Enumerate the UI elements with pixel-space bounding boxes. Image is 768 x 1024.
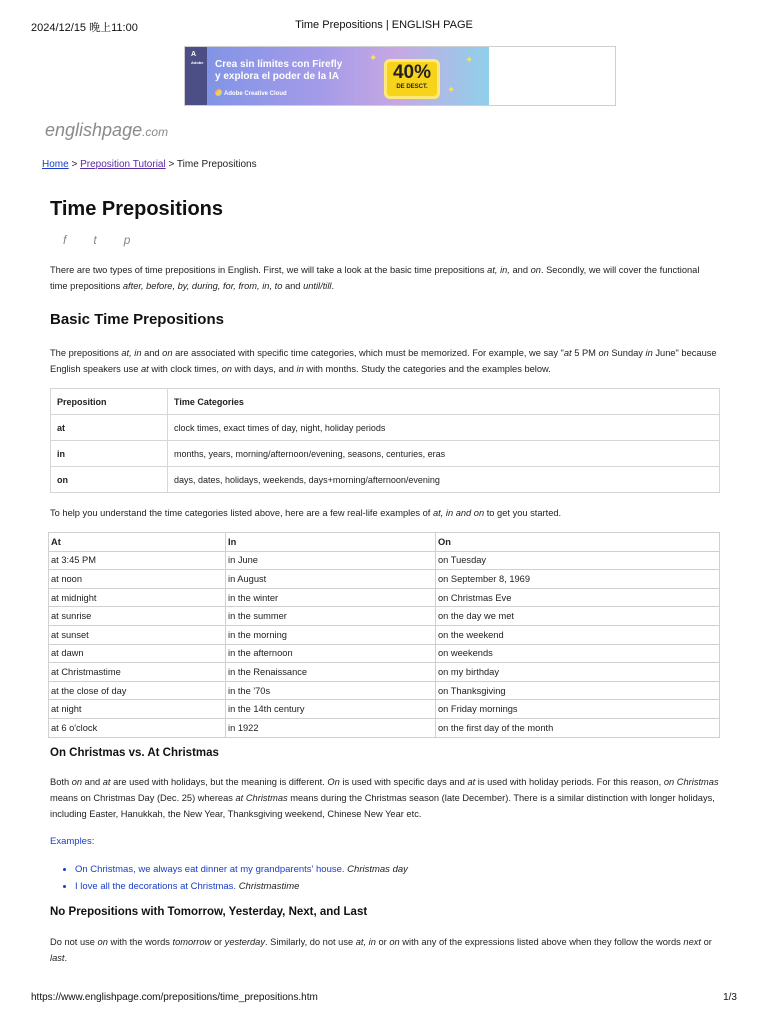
christmas-text: and [82, 777, 103, 787]
basic-emphasis: on [162, 348, 173, 358]
no-prepositions-heading: No Prepositions with Tomorrow, Yesterday, Next, and Last [50, 906, 368, 918]
christmas-emphasis: On [327, 777, 340, 787]
table-cell: in 1922 [226, 718, 436, 737]
table-cell: at Christmastime [49, 663, 226, 682]
breadcrumb-current: Time Prepositions [176, 159, 257, 170]
table-cell: at noon [49, 570, 226, 589]
christmas-heading: On Christmas vs. At Christmas [50, 747, 219, 759]
table-cell: at dawn [49, 644, 226, 663]
table-header-row [51, 389, 720, 415]
table-row [49, 570, 720, 589]
table-cell: on Tuesday [436, 551, 720, 570]
table-cell: on the first day of the month [436, 718, 720, 737]
table-row [49, 588, 720, 607]
christmas-emphasis: on Christmas [663, 777, 719, 787]
no-prep-text: or [701, 937, 712, 947]
example-sentence: I love all the decorations at Christmas. [75, 881, 237, 892]
basic-emphasis: at [563, 348, 572, 358]
print-header [31, 19, 737, 33]
breadcrumb-separator: > [68, 159, 81, 170]
no-prep-text: with the words [107, 937, 173, 947]
basic-text: are associated with specific time categories, which must be memorized. For example, we say " [172, 348, 564, 358]
basic-text: June" because English speakers use [50, 348, 717, 374]
table-cell: on Thanksgiving [436, 681, 720, 700]
no-prep-emphasis: last [50, 953, 65, 963]
creative-cloud-icon [215, 89, 222, 96]
christmas-emphasis: at [102, 777, 111, 787]
help-text: to get you started. [484, 508, 562, 518]
basic-emphasis: in [645, 348, 653, 358]
no-prep-emphasis: next [683, 937, 701, 947]
table-cell: at night [49, 700, 226, 719]
twitter-share-icon[interactable]: t [93, 233, 97, 247]
no-prep-text: or [375, 937, 390, 947]
table-cell: on the weekend [436, 625, 720, 644]
table-cell: in August [226, 570, 436, 589]
example-sentence: On Christmas, we always eat dinner at my grandparents' house. [75, 864, 345, 875]
table-header-cell: Preposition [51, 389, 168, 415]
print-document-title: Time Prepositions | ENGLISH PAGE [295, 19, 473, 31]
basic-emphasis: on [221, 364, 232, 374]
table-row [49, 607, 720, 626]
no-prep-emphasis: tomorrow [172, 937, 212, 947]
no-prep-emphasis: on [97, 937, 108, 947]
table-cell: in the morning [226, 625, 436, 644]
table-cell: days, dates, holidays, weekends, days+morning/afternoon/evening [168, 467, 720, 493]
table-cell: in the summer [226, 607, 436, 626]
table-row [49, 681, 720, 700]
table-row [51, 467, 720, 493]
ad-logo-sub: Adobe [191, 60, 204, 65]
table-cell: in the winter [226, 588, 436, 607]
no-prep-emphasis: on [389, 937, 400, 947]
basic-text: with months. Study the categories and the examples below. [303, 364, 551, 374]
ad-headline-line-2: y explora el poder de la IA [215, 71, 339, 82]
table-cell: at 6 o'clock [49, 718, 226, 737]
ad-sidebar [185, 47, 207, 105]
example-note: Christmas day [347, 864, 408, 875]
sparkle-icon: ✦ [465, 55, 474, 66]
basic-emphasis: at [140, 364, 149, 374]
table-row [49, 625, 720, 644]
table-cell: in the '70s [226, 681, 436, 700]
intro-text: and [282, 281, 304, 291]
table-cell: in the afternoon [226, 644, 436, 663]
print-page-number: 1/3 [723, 992, 737, 1003]
table-row [49, 663, 720, 682]
intro-text: . Secondly, we will cover the functional time prepositions [50, 265, 700, 291]
basic-emphasis: in [296, 364, 304, 374]
table-row [49, 644, 720, 663]
table-row [51, 415, 720, 441]
no-prepositions-paragraph [50, 934, 719, 966]
table-cell: in June [226, 551, 436, 570]
breadcrumb-separator: > [165, 159, 177, 170]
ad-brand [215, 89, 287, 97]
example-note: Christmastime [238, 881, 300, 892]
intro-emphasis: until/till [303, 281, 332, 291]
print-url: https://www.englishpage.com/prepositions/time_prepositions.htm [31, 992, 318, 1003]
intro-emphasis: on [530, 265, 541, 275]
table-cell: at the close of day [49, 681, 226, 700]
christmas-emphasis: on [71, 777, 83, 787]
table-cell: in the Renaissance [226, 663, 436, 682]
table-header-cell: Time Categories [168, 389, 720, 415]
basic-text: 5 PM [571, 348, 599, 358]
ad-discount-value: 40% [392, 62, 432, 83]
table-cell: clock times, exact times of day, night, holiday periods [168, 415, 720, 441]
table-header-row [49, 533, 720, 552]
no-prep-text: Do not use [50, 937, 98, 947]
facebook-share-icon[interactable]: f [63, 233, 67, 247]
no-prep-text: or [211, 937, 225, 947]
table-header-cell: In [226, 533, 436, 552]
intro-paragraph [50, 262, 719, 294]
breadcrumb [42, 159, 257, 170]
share-buttons [63, 233, 157, 247]
ad-headline-line-1: Crea sin límites con Firefly [215, 59, 343, 70]
examples-table [48, 532, 720, 738]
table-cell: on Friday mornings [436, 700, 720, 719]
print-footer [31, 992, 737, 1006]
christmas-text: means during the Christmas season (late December). There is a similar distinction with longer holidays, including Easter, Hanukkah, the New Year, Thanksgiving weekend, Chinese New Year etc. [50, 793, 715, 819]
no-prep-text: with any of the expressions listed above when they follow the words [399, 937, 684, 947]
intro-emphasis: after, before, by, during, for, from, in, to [122, 281, 283, 291]
intro-text: . [331, 281, 335, 291]
ad-brand-label: Adobe Creative Cloud [224, 91, 287, 97]
christmas-text: is used with specific days and [339, 777, 468, 787]
pinterest-share-icon[interactable]: p [123, 233, 131, 247]
basic-text: Sunday [608, 348, 646, 358]
christmas-text: means on Christmas Day (Dec. 25) whereas [50, 793, 236, 803]
basic-text: with days, and [231, 364, 297, 374]
no-prep-emphasis: yesterday [224, 937, 265, 947]
examples-label: Examples: [50, 836, 95, 847]
no-prep-text: . Similarly, do not use [264, 937, 356, 947]
site-logo[interactable] [45, 120, 168, 141]
sparkle-icon: ✦ [369, 53, 378, 64]
no-prep-emphasis: at, in [355, 937, 376, 947]
list-item [75, 878, 408, 895]
basic-text: with clock times, [148, 364, 222, 374]
ad-logo-mark: A [191, 51, 197, 58]
breadcrumb-home-link[interactable]: Home [42, 159, 69, 170]
table-cell: in [51, 441, 168, 467]
table-cell: at midnight [49, 588, 226, 607]
time-categories-table [50, 388, 720, 493]
table-cell: months, years, morning/afternoon/evening, seasons, centuries, eras [168, 441, 720, 467]
table-cell: at sunrise [49, 607, 226, 626]
basic-emphasis: on [598, 348, 609, 358]
basic-emphasis: at, in [121, 348, 142, 358]
table-cell: at 3:45 PM [49, 551, 226, 570]
site-logo-name: englishpage [45, 120, 143, 140]
intro-text: and [509, 265, 531, 275]
help-emphasis: at, in and on [432, 508, 485, 518]
christmas-emphasis: at Christmas [235, 793, 288, 803]
adobe-logo-icon [191, 51, 203, 67]
table-row [49, 551, 720, 570]
ad-artwork[interactable] [185, 47, 489, 105]
christmas-paragraph [50, 774, 719, 822]
sparkle-icon: ✦ [447, 85, 456, 96]
print-datetime: 2024/12/15 晚上11:00 [31, 22, 138, 34]
basic-prepositions-paragraph [50, 345, 719, 377]
table-header-cell: On [436, 533, 720, 552]
intro-text: There are two types of time prepositions in English. First, we will take a look at the basic time prepositions [50, 265, 488, 275]
table-header-cell: At [49, 533, 226, 552]
table-row [49, 700, 720, 719]
ad-discount-badge [384, 59, 440, 99]
help-text: To help you understand the time categories listed above, here are a few real-life examples of [50, 508, 433, 518]
table-cell: at [51, 415, 168, 441]
basic-text: and [141, 348, 163, 358]
table-cell: on my birthday [436, 663, 720, 682]
ad-discount-label: DE DESCT. [396, 84, 428, 90]
christmas-text: is used with holiday periods. For this reason, [475, 777, 664, 787]
intro-emphasis: at, in, [487, 265, 510, 275]
help-paragraph [50, 505, 719, 521]
christmas-emphasis: at [467, 777, 476, 787]
christmas-text: are used with holidays, but the meaning is different. [110, 777, 328, 787]
table-cell: on Christmas Eve [436, 588, 720, 607]
examples-list [61, 861, 408, 895]
christmas-text: Both [50, 777, 72, 787]
page-title: Time Prepositions [50, 198, 224, 220]
table-cell: on September 8, 1969 [436, 570, 720, 589]
no-prep-text: . [64, 953, 68, 963]
breadcrumb-tutorial-link[interactable]: Preposition Tutorial [80, 159, 166, 170]
table-cell: on [51, 467, 168, 493]
basic-text: The prepositions [50, 348, 122, 358]
ad-banner[interactable] [184, 46, 616, 106]
table-cell: in the 14th century [226, 700, 436, 719]
ad-headline [215, 59, 365, 83]
table-row [51, 441, 720, 467]
basic-prepositions-heading: Basic Time Prepositions [50, 311, 224, 328]
table-cell: at sunset [49, 625, 226, 644]
list-item [75, 861, 408, 878]
table-row [49, 718, 720, 737]
table-cell: on weekends [436, 644, 720, 663]
site-logo-tld: .com [142, 125, 169, 139]
table-cell: on the day we met [436, 607, 720, 626]
